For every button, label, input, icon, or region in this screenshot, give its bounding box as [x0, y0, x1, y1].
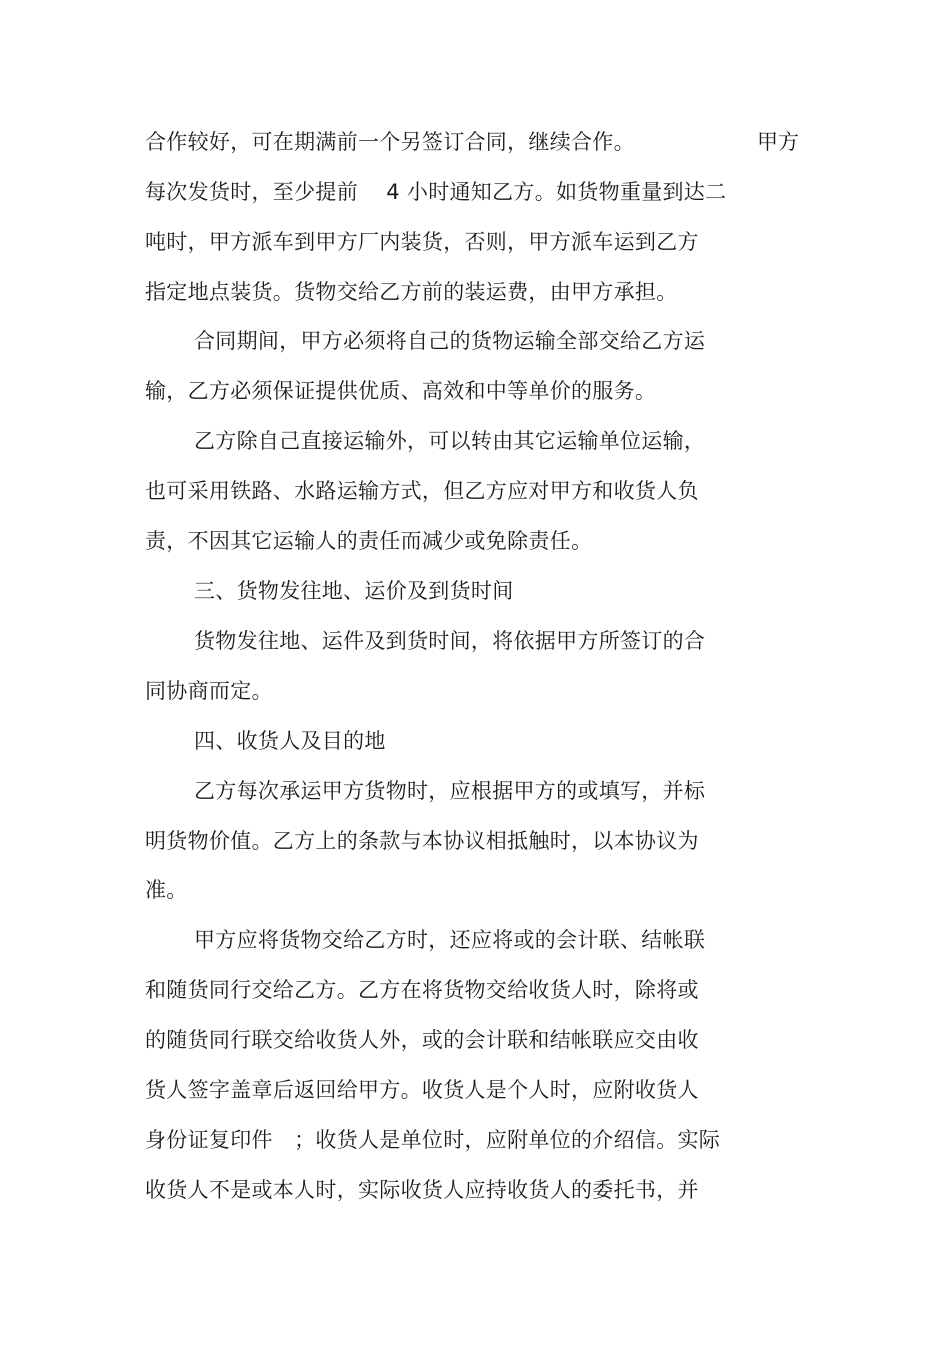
- text-line-18: 和随货同行交给乙方。乙方在将货物交给收货人时，除将或: [145, 978, 699, 1002]
- paragraph-start-line: 货物发往地、运件及到货时间，将依据甲方所签订的合: [194, 629, 706, 653]
- text-line-2: 每次发货时，至少提前 4 小时通知乙方。如货物重量到达二: [145, 180, 727, 204]
- section-heading: 三、货物发往地、运价及到货时间: [194, 579, 514, 603]
- text-line-19: 的随货同行联交给收货人外，或的会计联和结帐联应交由收: [145, 1028, 699, 1052]
- text-line-4: 指定地点装货。货物交给乙方前的装运费，由甲方承担。: [145, 280, 678, 304]
- section-heading: 四、收货人及目的地: [194, 729, 386, 753]
- text-line-6: 输，乙方必须保证提供优质、高效和中等单价的服务。: [145, 379, 657, 403]
- text-line-9: 责，不因其它运输人的责任而减少或免除责任。: [145, 529, 593, 553]
- text-line-12: 同协商而定。: [145, 679, 273, 703]
- text-line-22: 收货人不是或本人时，实际收货人应持收货人的委托书，并: [145, 1178, 699, 1202]
- paragraph-start-line: 合同期间，甲方必须将自己的货物运输全部交给乙方运: [194, 329, 706, 353]
- paragraph-start-line: 乙方除自己直接运输外，可以转由其它运输单位运输，: [194, 429, 706, 453]
- text-line-1-right: 甲方: [757, 130, 799, 154]
- text-line-1: 合作较好，可在期满前一个另签订合同，继续合作。: [145, 130, 635, 154]
- text-line-21: 身份证复印件 ；收货人是单位时，应附单位的介绍信。实际: [145, 1128, 721, 1152]
- text-line-16: 准。: [145, 878, 188, 902]
- paragraph-start-line: 甲方应将货物交给乙方时，还应将或的会计联、结帐联: [194, 928, 706, 952]
- paragraph-start-line: 乙方每次承运甲方货物时，应根据甲方的或填写，并标: [194, 779, 706, 803]
- text-line-8: 也可采用铁路、水路运输方式，但乙方应对甲方和收货人负: [145, 479, 699, 503]
- text-line-3: 吨时，甲方派车到甲方厂内装货，否则，甲方派车运到乙方: [145, 230, 699, 254]
- text-line-15: 明货物价值。乙方上的条款与本协议相抵触时，以本协议为: [145, 829, 699, 853]
- text-line-20: 货人签字盖章后返回给甲方。收货人是个人时，应附收货人: [145, 1078, 699, 1102]
